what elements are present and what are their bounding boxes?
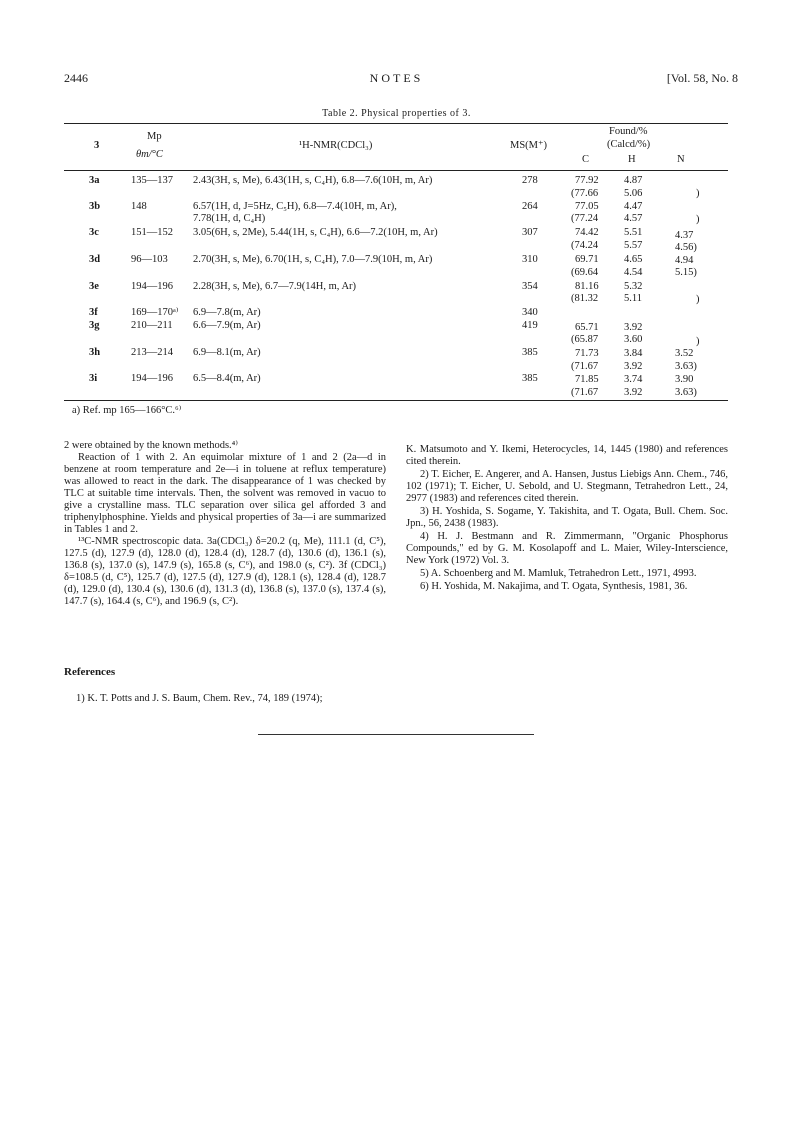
table-row-h-calcd: 5.11 [624,293,642,304]
table-row-ms: 307 [522,227,538,238]
page-number: 2446 [64,71,88,85]
table-row-c-calcd: (69.64 [571,267,599,278]
table-row-h-calcd: 5.57 [624,240,643,251]
table-row-n-calcd: ) [696,336,700,347]
table-row-ms: 340 [522,307,538,318]
table-row-nmr: 6.5—8.4(m, Ar) [193,373,261,384]
table-row-n-calcd: ) [696,294,700,305]
table-row-mp: 148 [131,201,147,212]
table-row-nmr: 2.70(3H, s, Me), 6.70(1H, s, C₄H), 7.0—7.9(10H, m, Ar) [193,254,433,265]
table-row-nmr: 6.57(1H, d, J=5Hz, C₅H), 6.8—7.4(10H, m, Ar), [193,201,397,212]
table-row-nmr: 2.43(3H, s, Me), 6.43(1H, s, C₄H), 6.8—7.6(10H, m, Ar) [193,175,433,186]
table-row-id: 3g [89,320,100,331]
col-header-mp: Mp [147,131,162,142]
left-column [64,440,386,608]
table-row-id: 3b [89,201,101,212]
table-row-mp: 96—103 [131,254,168,265]
table-row-nmr: 6.9—7.8(m, Ar) [193,307,261,318]
table-row-mp: 169—170ᵃ⁾ [131,307,179,318]
table-row-h-calcd: 3.92 [624,387,643,398]
table-row-h-found: 3.92 [624,322,643,333]
col-header-c: C [582,154,590,165]
table-footnote: a) Ref. mp 165—166°C.⁶⁾ [72,405,182,416]
reference-3: 3) H. Yoshida, S. Sogame, Y. Takishita, and T. Ogata, Bull. Chem. Soc. Jpn., 56, 2438 (1983). [406,506,728,529]
table-row-h-calcd: 5.06 [624,188,643,199]
table-row-ms: 310 [522,254,538,265]
table-row-n-calcd: 3.63) [675,387,697,398]
table-row-n-found: 4.37 [675,230,694,241]
paragraph-methods: 2 were obtained by the known methods.⁴⁾ [64,440,238,451]
table-row-n-found: 3.52 [675,348,694,359]
table-row-h-found: 4.47 [624,201,643,212]
table-row-c-found: 65.71 [575,322,599,333]
table-row-id: 3i [89,373,98,384]
reference-6: 6) H. Yoshida, M. Nakajima, and T. Ogata, Synthesis, 1981, 36. [420,581,688,592]
table-row-id: 3c [89,227,99,238]
table-row-h-calcd: 4.57 [624,213,643,224]
table-top-rule [64,123,728,124]
table-row-c-calcd: (77.66 [571,188,599,199]
col-header-n: N [677,154,685,165]
table-row-n-calcd: 3.63) [675,361,697,372]
table-row-nmr: 3.05(6H, s, 2Me), 5.44(1H, s, C₄H), 6.6—7.2(10H, m, Ar) [193,227,438,238]
table-header-rule [64,170,728,171]
table-row-n-calcd: ) [696,188,700,199]
table-row-n-calcd: 5.15) [675,267,697,278]
table-row-ms: 385 [522,373,538,384]
table-caption: Table 2. Physical properties of 3. [322,108,471,119]
table-row-ms: 264 [522,201,538,212]
table-row-ms: 278 [522,175,538,186]
table-row-h-calcd: 3.60 [624,334,643,345]
table-row-c-found: 77.05 [575,201,599,212]
table-row-c-calcd: (74.24 [571,240,599,251]
col-header-h: H [628,154,636,165]
table-row-id: 3a [89,175,100,186]
col-header-mp-unit: θm/°C [136,149,163,160]
table-row-c-calcd: (77.24 [571,213,599,224]
table-row-h-found: 3.84 [624,348,643,359]
table-row-mp: 151—152 [131,227,173,238]
table-row-id: 3e [89,281,99,292]
col-header-found: Found/% [609,126,648,137]
table-row-c-found: 81.16 [575,281,599,292]
table-row-nmr: 6.6—7.9(m, Ar) [193,320,261,331]
table-row-h-calcd: 4.54 [624,267,643,278]
section-title: NOTES [369,71,424,85]
table-row-h-found: 5.32 [624,281,643,292]
table-row-n-found: 3.90 [675,374,694,385]
table-row-c-found: 71.85 [575,374,599,385]
table-row-nmr: 6.9—8.1(m, Ar) [193,347,261,358]
table-row-n-calcd: 4.56) [675,242,697,253]
table-row-ms: 354 [522,281,538,292]
table-row-h-calcd: 3.92 [624,361,643,372]
table-row-c-found: 71.73 [575,348,599,359]
right-column [406,444,728,594]
reference-2: 2) T. Eicher, E. Angerer, and A. Hansen, Justus Liebigs Ann. Chem., 746, 102 (1971); T. Eicher, U. Sebold, and U. Stegmann, Tetrahedron Lett., 24, 2977 (1983) and references cited therein. [406,469,728,504]
table-row-c-calcd: (71.67 [571,361,599,372]
table-row-c-found: 69.71 [575,254,599,265]
reference-4: 4) H. J. Bestmann and R. Zimmermann, "Organic Phosphorus Compounds," ed by G. M. Kosolapoff and L. Maier, Wiley-Interscience, New York (1972) Vol. 3. [406,531,728,566]
table-row-mp: 194—196 [131,281,173,292]
table-row-c-calcd: (71.67 [571,387,599,398]
table-row-nmr: 2.28(3H, s, Me), 6.7—7.9(14H, m, Ar) [193,281,357,292]
table-row-c-calcd: (65.87 [571,334,599,345]
table-row-c-calcd: (81.32 [571,293,599,304]
references-heading: References [64,666,116,678]
reference-1: 1) K. T. Potts and J. S. Baum, Chem. Rev., 74, 189 (1974); [76,693,323,704]
table-row-mp: 135—137 [131,175,173,186]
table-row-c-found: 77.92 [575,175,599,186]
table-row-h-found: 3.74 [624,374,643,385]
table-row-id: 3f [89,307,98,318]
col-header-compound: 3 [94,140,100,151]
table-row-mp: 210—211 [131,320,173,331]
table-row-ms: 419 [522,320,538,331]
table-row-mp: 213—214 [131,347,173,358]
volume-info: [Vol. 58, No. 8 [666,71,738,85]
col-header-ms: MS(M⁺) [510,140,548,151]
table-row-id: 3h [89,347,101,358]
reference-5: 5) A. Schoenberg and M. Mamluk, Tetrahedron Lett., 1971, 4993. [420,568,697,579]
table-row-nmr-cont: 7.78(1H, d, C₄H) [193,213,266,224]
table-row-id: 3d [89,254,101,265]
table-row-h-found: 4.87 [624,175,643,186]
col-header-calcd: (Calcd/%) [607,139,651,150]
reference-1-continued: K. Matsumoto and Y. Ikemi, Heterocycles, 14, 1445 (1980) and references cited therein. [406,444,728,467]
table-row-n-calcd: ) [696,214,700,225]
table-row-c-found: 74.42 [575,227,599,238]
col-header-nmr: ¹H-NMR(CDCl₃) [299,140,373,151]
paragraph-reaction: Reaction of 1 with 2. An equimolar mixture of 1 and 2 (2a—d in benzene at room temperature and 2e—i in toluene at reflux temperature) was allowed to react in the dark. The disappearance of 1 was checked by TLC at suitable time intervals. Then, the solvent was removed in vacuo to give a crystalline mass. TLC separation over silica gel afforded 3 and triphenylphosphine. Yields and physical properties of 3a—i are summarized in Tables 1 and 2. [64,452,386,535]
table-bottom-rule [64,400,728,401]
table-row-h-found: 5.51 [624,227,643,238]
table-row-n-found: 4.94 [675,255,694,266]
end-of-article-rule [258,734,534,735]
table-row-ms: 385 [522,347,538,358]
table-row-h-found: 4.65 [624,254,643,265]
table-row-mp: 194—196 [131,373,173,384]
paragraph-13c-nmr: ¹³C-NMR spectroscopic data. 3a(CDCl₃) δ=20.2 (q, Me), 111.1 (d, C⁵), 127.5 (d), 127.9 (d), 128.0 (d), 128.4 (d), 128.7 (d), 130.6 (d), 136.1 (s), 136.8 (s), 137.0 (s), 147.9 (s), 165.8 (s, C⁶), and 198.0 (s, C²). 3f (CDCl₃) δ=108.5 (d, C⁵), 125.7 (d), 127.5 (d), 127.9 (d), 128.1 (s), 128.4 (d), 128.7 (d), 129.0 (d), 130.4 (s), 130.6 (d), 131.3 (d), 136.8 (s), 137.0 (s), 137.4 (s), 147.7 (s), 164.4 (s, C⁶), and 196.9 (s, C²). [64,536,386,607]
